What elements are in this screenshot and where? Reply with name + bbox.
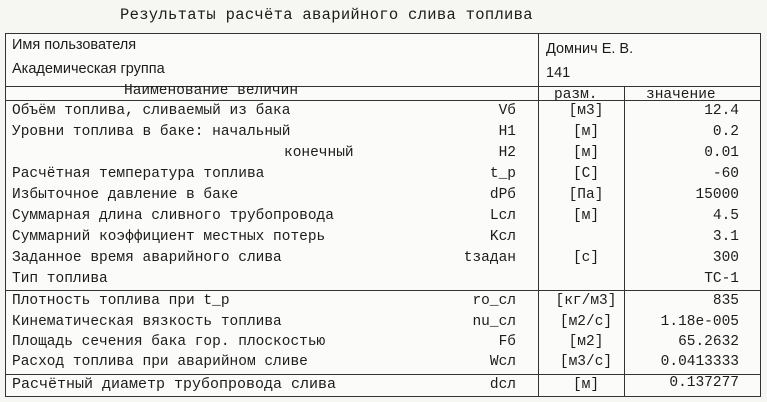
row-label: Площадь сечения бака гор. плоскостью [12,334,326,350]
row-unit: [м] [572,124,600,140]
row-label: Расчётная температура топлива [12,166,265,182]
user-label: Имя пользователя [12,37,137,53]
row-value: -60 [712,166,739,182]
row-symbol: Lсл [489,208,516,224]
grid-line [538,86,539,396]
row-label: Суммарний коэффициент местных потерь [12,229,326,245]
unit-column-header: разм. [554,87,598,103]
row-label: Расход топлива при аварийном сливе [12,354,308,370]
row-symbol: tзадан [463,250,516,266]
report-title: Результаты расчёта аварийного слива топлива [120,6,533,24]
result-unit: [м] [572,377,600,393]
result-value: 0.137277 [669,375,739,391]
row-symbol: dPб [489,187,516,203]
result-label: Расчётный диаметр трубопровода слива [12,376,337,393]
row-unit: [кг/м3] [555,293,617,309]
row-unit: [Па] [568,187,604,203]
group-label: Академическая группа [12,61,165,77]
row-value: 0.0413333 [660,354,739,370]
row-label: Уровни топлива в баке: начальный [12,124,291,140]
grid-line [538,34,539,86]
row-value: 300 [712,250,739,266]
grid-line [6,290,760,291]
row-value: 15000 [695,187,739,203]
row-unit: [c] [572,250,600,266]
row-value: 3.1 [712,229,739,245]
row-label: Заданное время аварийного слива [12,250,282,266]
row-label: Суммарная длина сливного трубопровода [12,208,334,224]
row-label: Кинематическая вязкость топлива [12,314,282,330]
result-symbol: dсл [489,377,516,393]
row-label: Объём топлива, сливаемый из бака [12,103,291,119]
row-unit: [м2] [568,334,604,350]
row-label: конечный [284,145,354,161]
row-symbol: Fб [498,334,516,350]
row-unit: [м] [572,145,600,161]
row-symbol: ro_сл [472,293,516,309]
row-unit: [C] [572,166,600,182]
group-value: 141 [546,65,571,81]
user-value: Домнич Е. В. [546,41,634,57]
row-unit: [м3/с] [559,354,613,370]
row-value: TC-1 [704,271,739,287]
row-label: Тип топлива [12,271,108,287]
row-symbol: Wсл [489,354,516,370]
row-symbol: t_p [489,166,516,182]
row-label: Избыточное давление в баке [12,187,239,203]
row-value: 12.4 [704,103,739,119]
row-symbol: H1 [498,124,516,140]
name-column-header: Наименование величин [124,83,299,99]
row-value: 4.5 [712,208,739,224]
row-value: 65.2632 [678,334,739,350]
row-symbol: nu_сл [472,314,516,330]
row-unit: [м] [572,208,600,224]
row-value: 1.18e-005 [660,314,739,330]
value-column-header: значение [646,87,716,103]
row-symbol: Kсл [489,229,516,245]
row-label: Плотность топлива при t_p [12,293,230,309]
row-value: 0.2 [712,124,739,140]
row-value: 0.01 [704,145,739,161]
row-symbol: H2 [498,145,516,161]
row-unit: [м3] [568,103,604,119]
row-value: 835 [712,293,739,309]
row-symbol: Vб [498,103,516,119]
results-table [5,33,761,397]
row-unit: [м2/с] [559,314,613,330]
